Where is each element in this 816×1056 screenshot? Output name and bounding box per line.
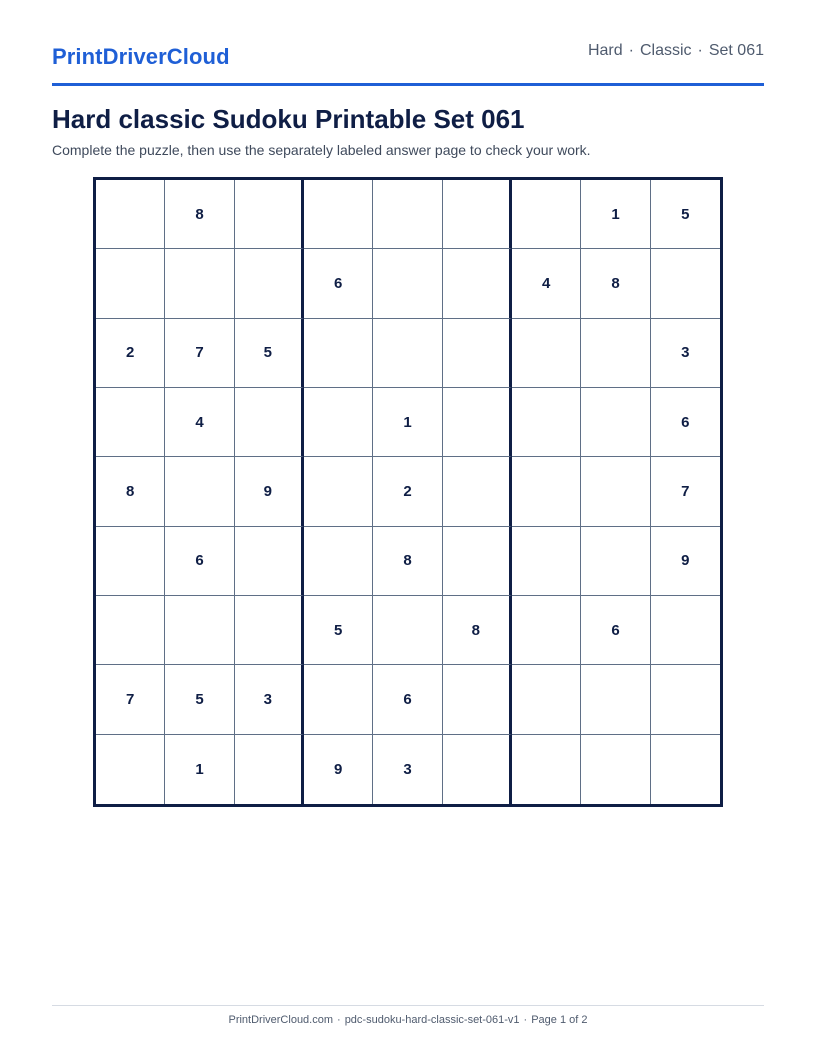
sudoku-given-cell: 5 [651,180,720,249]
sudoku-given-cell: 1 [165,735,234,804]
sudoku-given-cell: 6 [651,388,720,457]
sudoku-given-cell: 7 [165,319,234,388]
sudoku-empty-cell[interactable] [651,735,720,804]
sudoku-empty-cell[interactable] [512,735,581,804]
sudoku-empty-cell[interactable] [373,319,442,388]
sudoku-empty-cell[interactable] [443,665,512,734]
sudoku-empty-cell[interactable] [443,249,512,318]
page-footer [0,1014,816,1026]
sudoku-empty-cell[interactable] [96,735,165,804]
sudoku-given-cell: 5 [304,596,373,665]
sudoku-empty-cell[interactable] [304,180,373,249]
sudoku-empty-cell[interactable] [165,596,234,665]
breadcrumb-variant: Classic [639,42,692,59]
sudoku-empty-cell[interactable] [581,735,650,804]
brand-logo[interactable]: PrintDriverCloud [52,44,230,69]
breadcrumb-difficulty: Hard [587,42,623,59]
sudoku-empty-cell[interactable] [96,180,165,249]
breadcrumb [588,42,764,60]
breadcrumb-separator: · [628,42,634,59]
page-title: Hard classic Sudoku Printable Set 061 [52,104,525,134]
sudoku-given-cell: 8 [443,596,512,665]
footer-divider [52,1005,764,1006]
sudoku-given-cell: 8 [96,457,165,526]
sudoku-empty-cell[interactable] [443,319,512,388]
sudoku-empty-cell[interactable] [512,527,581,596]
sudoku-given-cell: 3 [235,665,304,734]
footer-separator: · [337,1014,341,1026]
sudoku-given-cell: 8 [165,180,234,249]
sudoku-empty-cell[interactable] [304,665,373,734]
footer-site: PrintDriverCloud.com [228,1014,334,1026]
sudoku-given-cell: 7 [651,457,720,526]
sudoku-empty-cell[interactable] [235,180,304,249]
sudoku-given-cell: 9 [235,457,304,526]
sudoku-empty-cell[interactable] [96,388,165,457]
sudoku-empty-cell[interactable] [651,596,720,665]
sudoku-empty-cell[interactable] [443,735,512,804]
breadcrumb-set: Set 061 [708,42,764,59]
sudoku-empty-cell[interactable] [304,457,373,526]
page-subtitle: Complete the puzzle, then use the separately labeled answer page to check your work. [52,142,591,158]
sudoku-grid [93,177,723,807]
sudoku-empty-cell[interactable] [96,249,165,318]
sudoku-empty-cell[interactable] [165,249,234,318]
sudoku-given-cell: 7 [96,665,165,734]
sudoku-empty-cell[interactable] [235,388,304,457]
sudoku-empty-cell[interactable] [235,596,304,665]
sudoku-empty-cell[interactable] [96,527,165,596]
sudoku-empty-cell[interactable] [581,319,650,388]
sudoku-empty-cell[interactable] [512,388,581,457]
sudoku-given-cell: 8 [373,527,442,596]
sudoku-empty-cell[interactable] [443,388,512,457]
sudoku-given-cell: 9 [304,735,373,804]
sudoku-given-cell: 6 [581,596,650,665]
sudoku-given-cell: 2 [373,457,442,526]
sudoku-empty-cell[interactable] [373,596,442,665]
sudoku-given-cell: 6 [373,665,442,734]
sudoku-given-cell: 8 [581,249,650,318]
sudoku-empty-cell[interactable] [235,249,304,318]
sudoku-empty-cell[interactable] [581,527,650,596]
sudoku-empty-cell[interactable] [581,665,650,734]
sudoku-empty-cell[interactable] [165,457,234,526]
sudoku-empty-cell[interactable] [512,319,581,388]
sudoku-empty-cell[interactable] [235,527,304,596]
sudoku-empty-cell[interactable] [373,249,442,318]
sudoku-given-cell: 1 [581,180,650,249]
sudoku-empty-cell[interactable] [373,180,442,249]
sudoku-given-cell: 6 [165,527,234,596]
sudoku-given-cell: 3 [373,735,442,804]
sudoku-given-cell: 1 [373,388,442,457]
sudoku-empty-cell[interactable] [512,457,581,526]
sudoku-given-cell: 3 [651,319,720,388]
sudoku-empty-cell[interactable] [512,180,581,249]
page-header [52,0,764,86]
sudoku-given-cell: 4 [512,249,581,318]
sudoku-empty-cell[interactable] [512,665,581,734]
sudoku-empty-cell[interactable] [96,596,165,665]
sudoku-empty-cell[interactable] [512,596,581,665]
sudoku-given-cell: 4 [165,388,234,457]
breadcrumb-separator: · [697,42,703,59]
footer-page-number: Page 1 of 2 [531,1014,588,1026]
sudoku-empty-cell[interactable] [304,527,373,596]
sudoku-given-cell: 5 [165,665,234,734]
sudoku-empty-cell[interactable] [581,457,650,526]
sudoku-given-cell: 6 [304,249,373,318]
sudoku-empty-cell[interactable] [443,180,512,249]
sudoku-given-cell: 9 [651,527,720,596]
footer-code: pdc-sudoku-hard-classic-set-061-v1 [344,1014,520,1026]
sudoku-empty-cell[interactable] [304,319,373,388]
sudoku-given-cell: 5 [235,319,304,388]
footer-separator: · [523,1014,528,1026]
sudoku-empty-cell[interactable] [651,665,720,734]
sudoku-empty-cell[interactable] [651,249,720,318]
sudoku-given-cell: 2 [96,319,165,388]
sudoku-empty-cell[interactable] [304,388,373,457]
sudoku-empty-cell[interactable] [581,388,650,457]
sudoku-empty-cell[interactable] [235,735,304,804]
sudoku-empty-cell[interactable] [443,457,512,526]
sudoku-empty-cell[interactable] [443,527,512,596]
